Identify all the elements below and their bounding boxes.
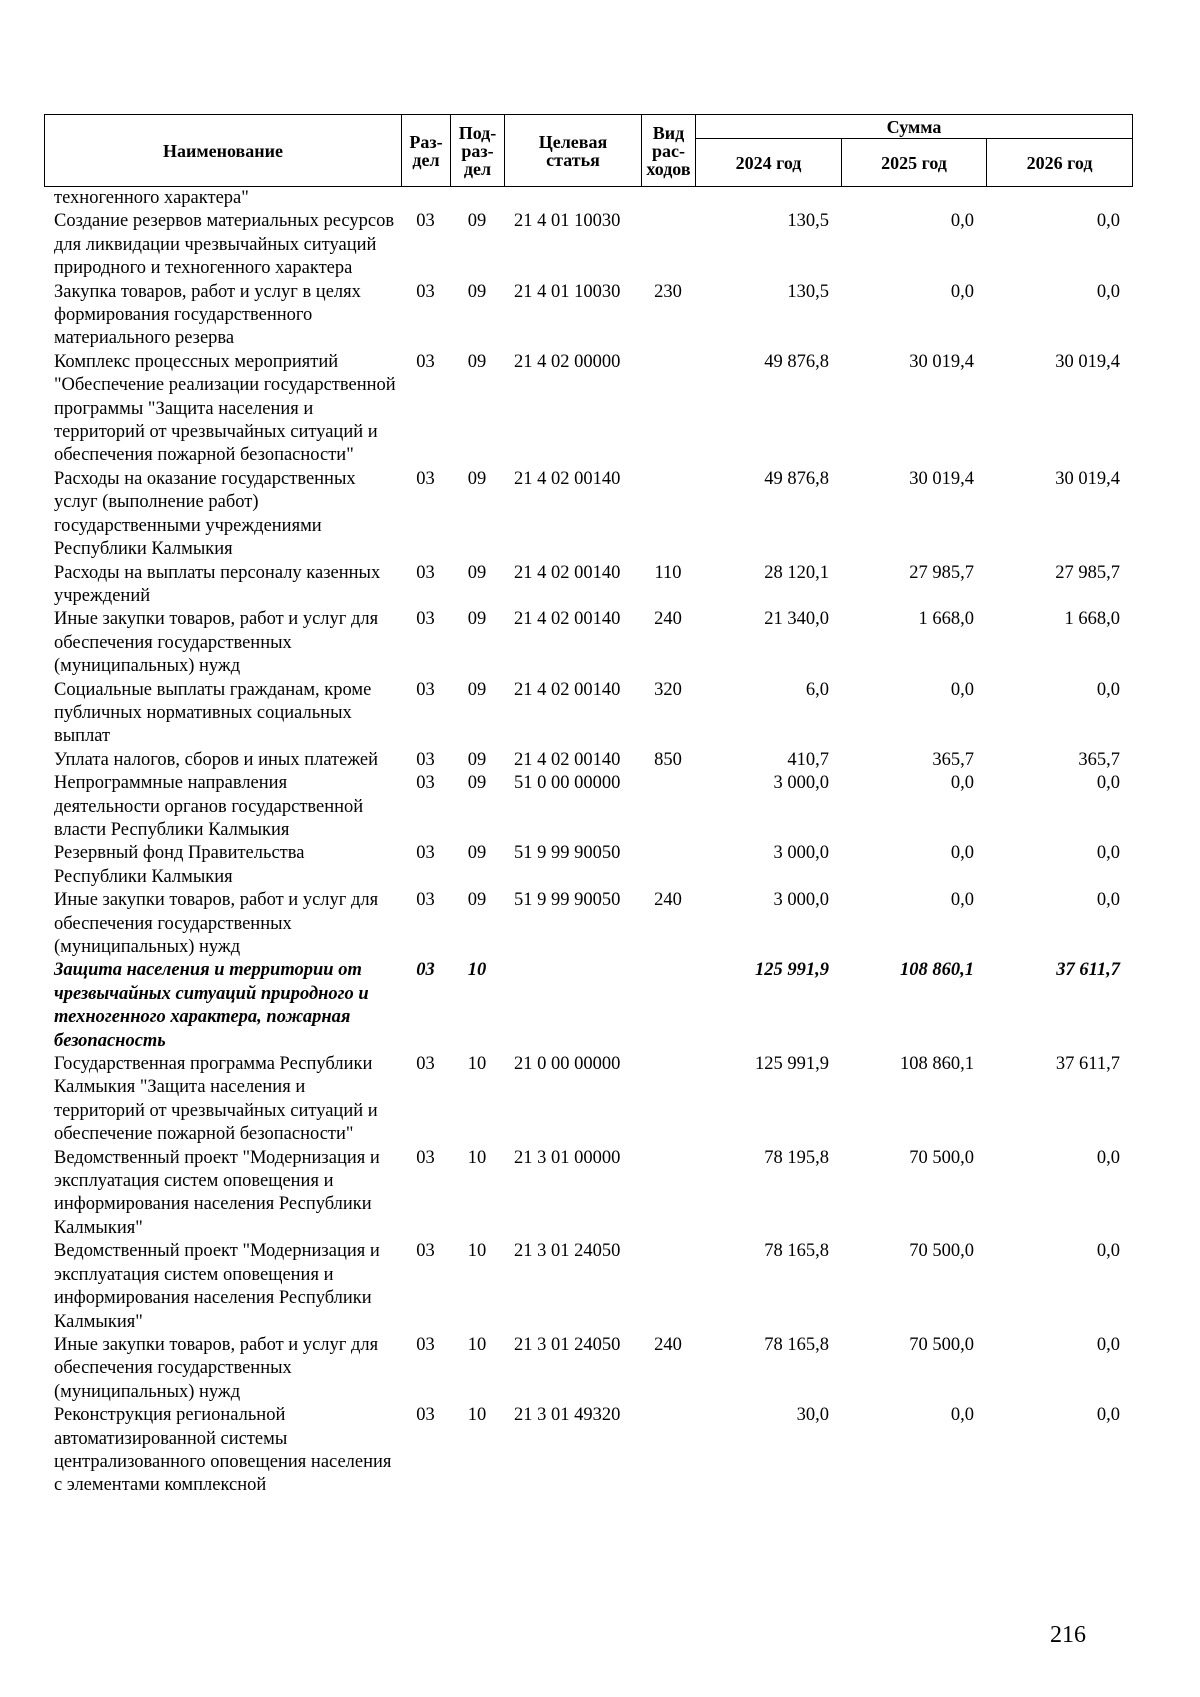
row-sum-2024: 3 000,0 — [773, 773, 829, 794]
row-vid — [641, 351, 695, 468]
row-podrazdel: 09 — [467, 679, 487, 700]
row-sum-2024: 6,0 — [805, 679, 829, 700]
row-razdel: 03 — [416, 351, 435, 372]
row-sum-2024: 30,0 — [796, 1405, 829, 1426]
row-sum-2025: 30 019,4 — [909, 468, 974, 489]
row-target: 51 0 00 00000 — [514, 773, 621, 794]
row-sum-2025: 0,0 — [950, 211, 974, 232]
row-sum-2024: 3 000,0 — [773, 843, 829, 864]
row-podrazdel: 09 — [467, 351, 487, 372]
header-year-2025: 2025 год — [842, 139, 987, 187]
row-podrazdel: 10 — [467, 960, 487, 981]
row-name: Иные закупки товаров, работ и услуг для обеспечения государственных (муниципальных) нужд — [54, 1334, 379, 1402]
row-name: Уплата налогов, сборов и иных платежей — [54, 749, 379, 770]
row-sum-2026: 0,0 — [1096, 679, 1120, 700]
row-sum-2024: 130,5 — [787, 281, 829, 302]
row-sum-2024: 125 991,9 — [755, 1054, 829, 1075]
row-vid — [641, 1147, 695, 1241]
row-sum-2026: 0,0 — [1096, 1241, 1120, 1262]
row-vid — [641, 1404, 695, 1498]
row-sum-2024 — [695, 187, 841, 210]
row-sum-2026: 30 019,4 — [1055, 351, 1120, 372]
header-podrazdel-line: Под- — [458, 122, 497, 143]
header-year-2024: 2024 год — [696, 139, 842, 187]
header-target — [505, 115, 642, 187]
row-sum-2025: 0,0 — [950, 843, 974, 864]
row-sum-2024: 49 876,8 — [764, 351, 829, 372]
row-sum-2026: 0,0 — [1096, 211, 1120, 232]
header-razdel — [402, 115, 451, 187]
header-vid-line: ходов — [646, 158, 691, 179]
row-podrazdel: 10 — [467, 1241, 487, 1262]
header-podrazdel — [451, 115, 505, 187]
row-name: Комплекс процессных мероприятий "Обеспечение реализации государственной программы "Защита населения и территорий от чрезвычайных ситуаций и обеспечения пожарной безопасности" — [54, 351, 396, 466]
row-razdel: 03 — [416, 1241, 435, 1262]
row-target: 21 4 02 00000 — [514, 351, 621, 372]
header-target-line: Целевая — [538, 131, 608, 152]
row-target: 21 4 02 00140 — [514, 609, 621, 630]
row-podrazdel: 10 — [467, 1054, 487, 1075]
header-name: Наименование — [45, 115, 402, 187]
row-vid: 240 — [654, 890, 682, 911]
header-razdel-line: Раз- — [409, 131, 443, 152]
table-row — [44, 1404, 1132, 1498]
row-vid: 240 — [654, 1334, 682, 1355]
row-sum-2026: 0,0 — [1096, 773, 1120, 794]
row-name: Иные закупки товаров, работ и услуг для обеспечения государственных (муниципальных) нужд — [54, 609, 379, 677]
table-row — [44, 889, 1132, 959]
row-podrazdel: 09 — [467, 773, 487, 794]
row-podrazdel: 10 — [467, 1334, 487, 1355]
row-sum-2025: 0,0 — [950, 1405, 974, 1426]
row-sum-2026: 37 611,7 — [1056, 960, 1120, 981]
table-row — [44, 772, 1132, 842]
row-name: Ведомственный проект "Модернизация и эксплуатация систем оповещения и информирования населения Республики Калмыкия" — [54, 1147, 380, 1238]
row-sum-2025: 70 500,0 — [909, 1147, 974, 1168]
row-name: Резервный фонд Правительства Республики Калмыкия — [54, 843, 305, 887]
row-vid: 240 — [654, 609, 682, 630]
row-razdel: 03 — [416, 562, 435, 583]
table-row — [44, 1334, 1132, 1404]
row-vid: 850 — [654, 749, 682, 770]
table-row — [44, 679, 1132, 749]
row-sum-2025: 0,0 — [950, 679, 974, 700]
row-podrazdel — [450, 187, 504, 210]
row-sum-2026: 365,7 — [1078, 749, 1120, 770]
row-sum-2025: 27 985,7 — [909, 562, 974, 583]
row-target: 21 4 01 10030 — [514, 281, 621, 302]
row-podrazdel: 09 — [467, 749, 487, 770]
row-target: 21 3 01 24050 — [514, 1334, 621, 1355]
table-row — [44, 1053, 1132, 1147]
row-sum-2025: 0,0 — [950, 773, 974, 794]
header-razdel-line: дел — [412, 149, 440, 170]
row-sum-2025: 70 500,0 — [909, 1334, 974, 1355]
row-sum-2024: 28 120,1 — [764, 562, 829, 583]
row-razdel: 03 — [416, 1147, 435, 1168]
row-podrazdel: 09 — [467, 890, 487, 911]
row-vid: 110 — [654, 562, 682, 583]
row-target: 21 4 02 00140 — [514, 468, 621, 489]
row-razdel — [401, 187, 450, 210]
row-podrazdel: 10 — [467, 1147, 487, 1168]
row-razdel: 03 — [416, 609, 435, 630]
row-razdel: 03 — [416, 1405, 435, 1426]
table-row — [44, 281, 1132, 351]
row-target: 21 4 02 00140 — [514, 679, 621, 700]
row-vid — [641, 772, 695, 842]
table-row — [44, 842, 1132, 889]
row-sum-2024: 49 876,8 — [764, 468, 829, 489]
row-razdel: 03 — [416, 890, 435, 911]
row-razdel: 03 — [416, 1334, 435, 1355]
row-name: Реконструкция региональной автоматизированной системы централизованного оповещения населения с элементами комплексной — [54, 1405, 392, 1496]
row-razdel: 03 — [416, 679, 435, 700]
row-vid — [641, 1240, 695, 1334]
row-sum-2026: 0,0 — [1096, 1405, 1120, 1426]
header-target-line: статья — [546, 149, 600, 170]
row-target: 21 4 01 10030 — [514, 211, 621, 232]
row-sum-2024: 125 991,9 — [755, 960, 829, 981]
row-sum-2026: 0,0 — [1096, 843, 1120, 864]
header-vid-line: Вид — [652, 122, 685, 143]
row-podrazdel: 09 — [467, 281, 487, 302]
table-row — [44, 351, 1132, 468]
table-row — [44, 608, 1132, 678]
row-sum-2026: 37 611,7 — [1055, 1054, 1120, 1075]
row-name: Защита населения и территории от чрезвычайных ситуаций природного и техногенного характера, пожарная безопасность — [54, 960, 369, 1051]
row-podrazdel: 09 — [467, 843, 487, 864]
table-header — [44, 114, 1133, 187]
header-year-2026: 2026 год — [987, 139, 1133, 187]
header-podrazdel-line: раз- — [461, 140, 494, 161]
row-name: Расходы на оказание государственных услуг (выполнение работ) государственными учреждениями Республики Калмыкия — [54, 468, 356, 560]
row-sum-2026: 0,0 — [1096, 1334, 1120, 1355]
table-row — [44, 468, 1132, 562]
row-name: Закупка товаров, работ и услуг в целях формирования государственного материального резерва — [54, 281, 361, 349]
row-sum-2025: 30 019,4 — [909, 351, 974, 372]
row-target — [504, 187, 641, 210]
table-row — [44, 187, 1132, 210]
row-sum-2025: 365,7 — [932, 749, 974, 770]
row-vid — [641, 468, 695, 562]
row-target: 21 4 02 00140 — [514, 562, 621, 583]
row-sum-2026: 0,0 — [1096, 890, 1120, 911]
row-sum-2024: 3 000,0 — [773, 890, 829, 911]
header-vid — [642, 115, 696, 187]
table-row — [44, 1147, 1132, 1241]
row-name: техногенного характера" — [54, 188, 249, 208]
row-sum-2025: 0,0 — [950, 281, 974, 302]
row-sum-2026: 30 019,4 — [1055, 468, 1120, 489]
row-name: Государственная программа Республики Калмыкия "Защита населения и территорий от чрезвычайных ситуаций и обеспечение пожарной безопасности" — [54, 1054, 378, 1145]
row-vid — [641, 959, 695, 1053]
row-sum-2025: 0,0 — [950, 890, 974, 911]
row-sum-2024: 78 195,8 — [764, 1147, 829, 1168]
row-sum-2026 — [986, 187, 1132, 210]
row-target: 21 3 01 24050 — [514, 1241, 621, 1262]
row-sum-2024: 21 340,0 — [764, 609, 829, 630]
budget-table — [44, 187, 1132, 1498]
row-vid: 230 — [654, 281, 682, 302]
row-target: 21 0 00 00000 — [514, 1054, 621, 1075]
row-sum-2025 — [841, 187, 986, 210]
row-vid — [641, 1053, 695, 1147]
row-target: 21 4 02 00140 — [514, 749, 621, 770]
row-vid — [641, 842, 695, 889]
row-sum-2025: 108 860,1 — [900, 1054, 974, 1075]
row-sum-2025: 70 500,0 — [909, 1241, 974, 1262]
row-target: 21 3 01 00000 — [514, 1147, 621, 1168]
row-sum-2025: 1 668,0 — [918, 609, 974, 630]
row-name: Расходы на выплаты персоналу казенных учреждений — [54, 562, 381, 606]
row-razdel: 03 — [416, 843, 435, 864]
page-number: 216 — [1050, 1622, 1086, 1648]
row-target: 51 9 99 90050 — [514, 843, 621, 864]
row-vid — [641, 187, 695, 210]
table-row — [44, 959, 1132, 1053]
row-sum-2026: 0,0 — [1096, 281, 1120, 302]
row-sum-2026: 27 985,7 — [1055, 562, 1120, 583]
table-row — [44, 1240, 1132, 1334]
row-sum-2024: 78 165,8 — [764, 1241, 829, 1262]
row-podrazdel: 09 — [467, 468, 487, 489]
row-razdel: 03 — [416, 468, 435, 489]
row-podrazdel: 09 — [467, 562, 487, 583]
row-sum-2024: 130,5 — [787, 211, 829, 232]
row-razdel: 03 — [416, 1054, 435, 1075]
row-vid — [641, 210, 695, 280]
row-razdel: 03 — [416, 281, 435, 302]
row-sum-2024: 78 165,8 — [764, 1334, 829, 1355]
row-razdel: 03 — [416, 749, 435, 770]
row-razdel: 03 — [416, 773, 435, 794]
row-name: Ведомственный проект "Модернизация и эксплуатация систем оповещения и информирования населения Республики Калмыкия" — [54, 1241, 380, 1332]
table-row — [44, 749, 1132, 772]
row-podrazdel: 09 — [467, 609, 487, 630]
row-target: 21 3 01 49320 — [514, 1405, 621, 1426]
row-sum-2026: 1 668,0 — [1064, 609, 1120, 630]
header-vid-line: рас- — [652, 140, 685, 161]
row-razdel: 03 — [416, 960, 435, 981]
row-vid: 320 — [654, 679, 682, 700]
row-name: Социальные выплаты гражданам, кроме публичных нормативных социальных выплат — [54, 679, 372, 747]
row-podrazdel: 09 — [467, 211, 487, 232]
row-target: 51 9 99 90050 — [514, 890, 621, 911]
row-target — [504, 959, 641, 1053]
header-podrazdel-line: дел — [463, 158, 492, 179]
table-body — [44, 187, 1132, 1498]
row-sum-2026: 0,0 — [1096, 1147, 1120, 1168]
header-sum: Сумма — [696, 115, 1133, 139]
row-podrazdel: 10 — [467, 1405, 487, 1426]
row-sum-2025: 108 860,1 — [900, 960, 974, 981]
row-name: Иные закупки товаров, работ и услуг для обеспечения государственных (муниципальных) нужд — [54, 890, 379, 957]
table-row — [44, 210, 1132, 280]
row-name: Создание резервов материальных ресурсов для ликвидации чрезвычайных ситуаций природного и техногенного характера — [54, 211, 395, 279]
row-razdel: 03 — [416, 211, 435, 232]
row-sum-2024: 410,7 — [787, 749, 829, 770]
table-row — [44, 562, 1132, 609]
row-name: Непрограммные направления деятельности органов государственной власти Республики Калмыкия — [54, 773, 364, 840]
